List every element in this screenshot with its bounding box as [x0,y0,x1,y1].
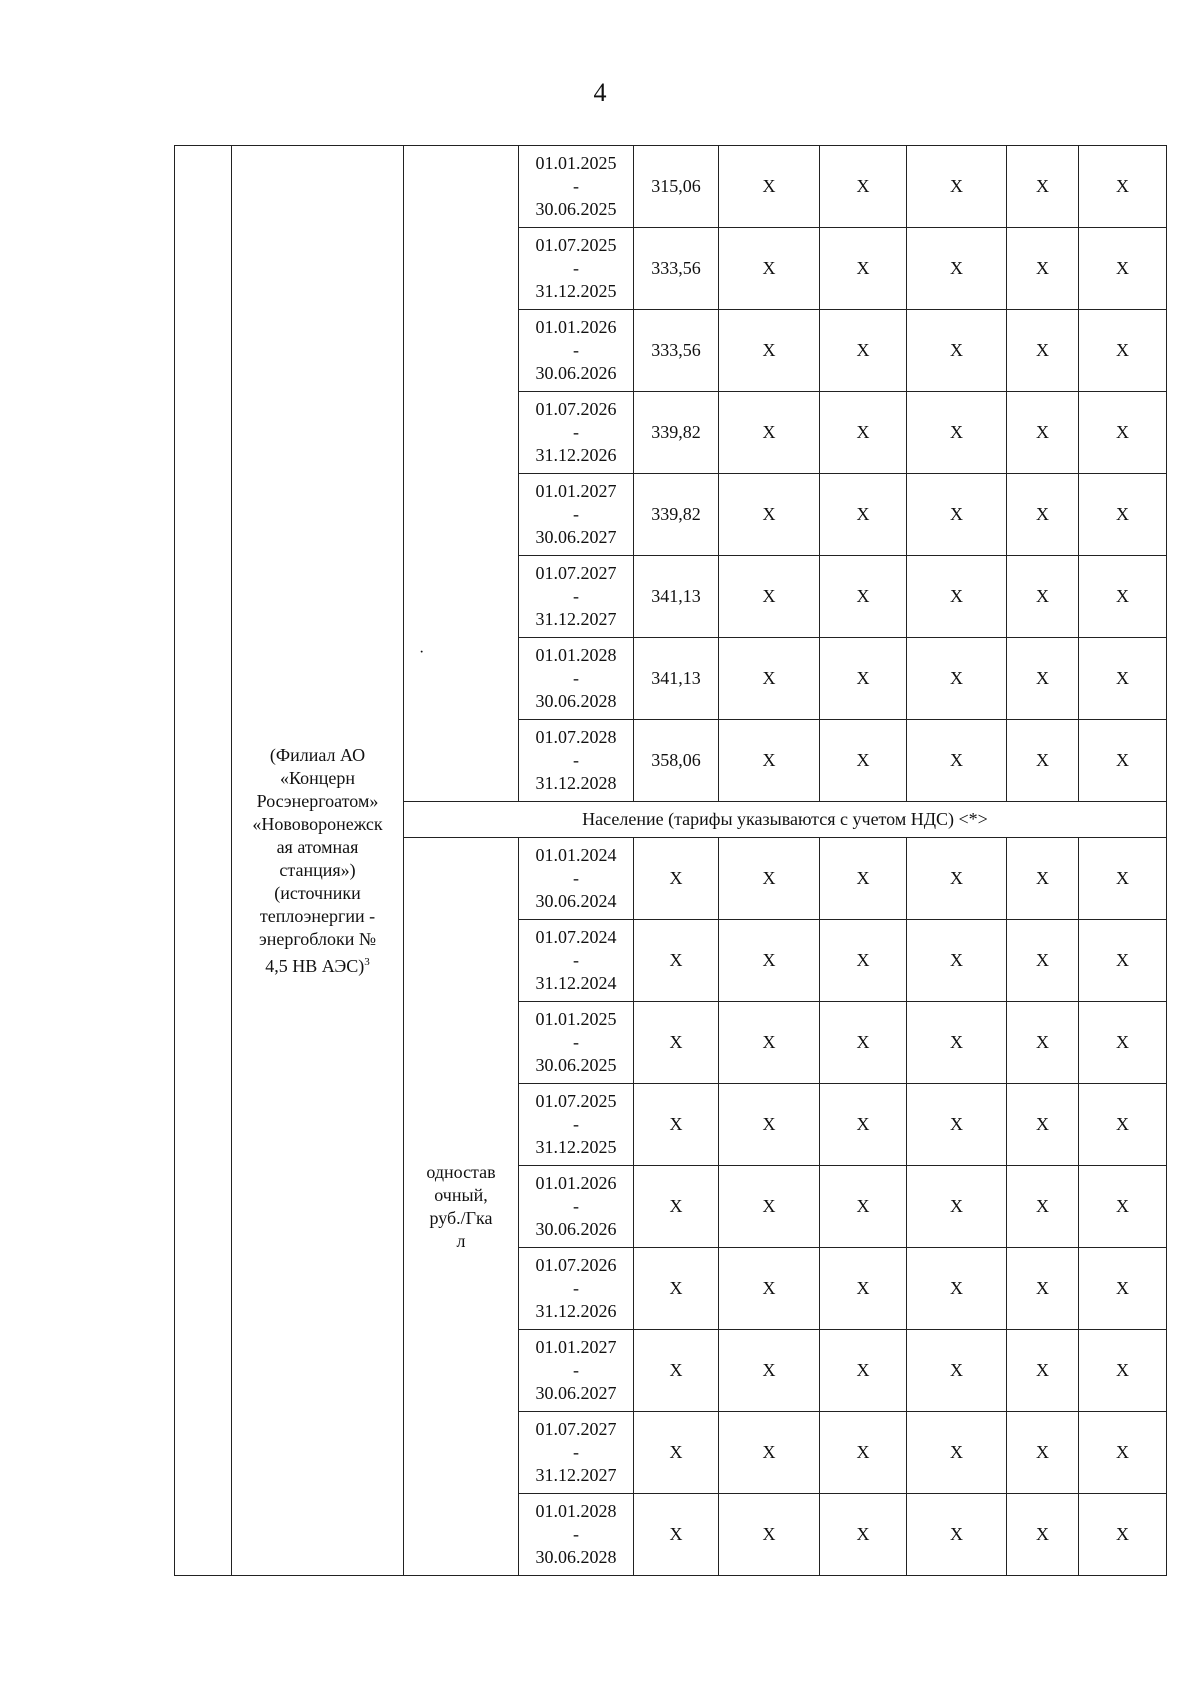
not-applicable-mark: X [634,1248,719,1330]
org-line: теплоэнергии - [259,905,376,926]
not-applicable-mark: X [820,1166,907,1248]
period-to: 31.12.2024 [535,973,617,993]
tariff-value: 339,82 [634,474,719,556]
period-sep: - [573,176,579,196]
period-sep: - [573,668,579,688]
period-to: 30.06.2025 [535,199,617,219]
not-applicable-mark: X [1007,1166,1079,1248]
not-applicable-mark: X [907,146,1007,228]
not-applicable-mark: X [719,310,820,392]
not-applicable-mark: X [634,1494,719,1576]
period-to: 31.12.2026 [535,445,617,465]
period-to: 30.06.2028 [535,691,617,711]
period-from: 01.07.2025 [535,235,617,255]
period-sep: - [573,1442,579,1462]
period-from: 01.07.2025 [535,1091,617,1111]
not-applicable-mark: X [1079,1330,1167,1412]
period-from: 01.01.2027 [535,481,617,501]
period-to: 31.12.2027 [535,609,617,629]
not-applicable-mark: X [820,1494,907,1576]
not-applicable-mark: X [907,1084,1007,1166]
org-line: «Концерн [280,767,355,788]
period-to: 30.06.2026 [535,1219,617,1239]
period-to: 30.06.2026 [535,363,617,383]
not-applicable-mark: X [1007,1002,1079,1084]
period-from: 01.01.2026 [535,1173,617,1193]
period-sep: - [573,504,579,524]
period-sep: - [573,1524,579,1544]
period-to: 31.12.2026 [535,1301,617,1321]
not-applicable-mark: X [907,1494,1007,1576]
not-applicable-mark: X [1079,720,1167,802]
not-applicable-mark: X [1079,920,1167,1002]
not-applicable-mark: X [719,228,820,310]
not-applicable-mark: X [634,1412,719,1494]
tariff-value: 341,13 [634,556,719,638]
footnote-mark: 3 [364,955,370,968]
not-applicable-mark: X [1079,838,1167,920]
tariff-type-line: одностав [426,1161,496,1182]
period-cell [519,310,634,392]
period-from: 01.07.2026 [535,1255,617,1275]
not-applicable-mark: X [820,556,907,638]
not-applicable-mark: X [907,1248,1007,1330]
not-applicable-mark: X [820,920,907,1002]
not-applicable-mark: X [634,1166,719,1248]
period-from: 01.01.2028 [535,645,617,665]
not-applicable-mark: X [820,392,907,474]
not-applicable-mark: X [719,1084,820,1166]
period-cell [519,392,634,474]
period-from: 01.07.2024 [535,927,617,947]
not-applicable-mark: X [1007,920,1079,1002]
not-applicable-mark: X [1007,1248,1079,1330]
not-applicable-mark: X [719,146,820,228]
not-applicable-mark: X [1079,474,1167,556]
not-applicable-mark: X [719,474,820,556]
period-to: 31.12.2025 [535,1137,617,1157]
period-from: 01.01.2026 [535,317,617,337]
tariff-type-cell-upper [404,146,519,802]
not-applicable-mark: X [1007,556,1079,638]
period-from: 01.01.2025 [535,1009,617,1029]
period-sep: - [573,750,579,770]
not-applicable-mark: X [907,228,1007,310]
not-applicable-mark: X [719,838,820,920]
period-sep: - [573,1114,579,1134]
org-line: ая атомная [276,836,359,857]
period-from: 01.07.2026 [535,399,617,419]
not-applicable-mark: X [1007,720,1079,802]
not-applicable-mark: X [719,638,820,720]
tariff-table [174,145,1167,1576]
not-applicable-mark: X [820,310,907,392]
not-applicable-mark: X [907,1002,1007,1084]
period-from: 01.07.2027 [535,563,617,583]
not-applicable-mark: X [1007,638,1079,720]
period-cell [519,838,634,920]
org-line: «Нововоронежск [252,813,383,834]
tariff-value: 358,06 [634,720,719,802]
not-applicable-mark: X [907,310,1007,392]
not-applicable-mark: X [1007,474,1079,556]
not-applicable-mark: X [820,720,907,802]
not-applicable-mark: X [820,1084,907,1166]
period-sep: - [573,258,579,278]
not-applicable-mark: X [1007,1412,1079,1494]
period-cell [519,1166,634,1248]
org-line: Росэнергоатом» [256,790,379,811]
period-sep: - [573,1278,579,1298]
tariff-row [175,146,1167,228]
not-applicable-mark: X [634,838,719,920]
index-cell [175,146,232,1576]
period-cell [519,228,634,310]
not-applicable-mark: X [1079,1002,1167,1084]
not-applicable-mark: X [634,1330,719,1412]
period-from: 01.01.2025 [535,153,617,173]
not-applicable-mark: X [907,1330,1007,1412]
not-applicable-mark: X [634,920,719,1002]
period-sep: - [573,586,579,606]
not-applicable-mark: X [634,1002,719,1084]
not-applicable-mark: X [820,1412,907,1494]
period-sep: - [573,1032,579,1052]
period-from: 01.07.2028 [535,727,617,747]
not-applicable-mark: X [1079,228,1167,310]
not-applicable-mark: X [1007,228,1079,310]
not-applicable-mark: X [907,1412,1007,1494]
period-from: 01.01.2027 [535,1337,617,1357]
org-line: 4,5 НВ АЭС) [265,955,365,976]
period-sep: - [573,340,579,360]
period-from: 01.01.2028 [535,1501,617,1521]
not-applicable-mark: X [907,556,1007,638]
not-applicable-mark: X [907,920,1007,1002]
not-applicable-mark: X [820,228,907,310]
not-applicable-mark: X [1079,1494,1167,1576]
not-applicable-mark: X [719,392,820,474]
not-applicable-mark: X [820,1330,907,1412]
period-to: 30.06.2025 [535,1055,617,1075]
not-applicable-mark: X [1007,392,1079,474]
tariff-type-line: руб./Гка [429,1207,493,1228]
not-applicable-mark: X [719,1494,820,1576]
not-applicable-mark: X [820,638,907,720]
tariff-value: 339,82 [634,392,719,474]
not-applicable-mark: X [719,1330,820,1412]
period-to: 31.12.2025 [535,281,617,301]
page-number: 4 [593,78,607,107]
not-applicable-mark: X [719,720,820,802]
period-cell [519,1084,634,1166]
period-cell [519,1002,634,1084]
period-sep: - [573,1196,579,1216]
stray-mark: · [419,644,425,661]
not-applicable-mark: X [907,838,1007,920]
organization-cell [232,146,404,1576]
not-applicable-mark: X [907,474,1007,556]
not-applicable-mark: X [1079,392,1167,474]
tariff-type-cell [404,838,519,1576]
not-applicable-mark: X [1079,1248,1167,1330]
section-label: Население (тарифы указываются с учетом НДС) <*> [404,802,1167,838]
period-cell [519,556,634,638]
tariff-value: 341,13 [634,638,719,720]
period-to: 31.12.2027 [535,1465,617,1485]
tariff-type-line: л [456,1230,466,1251]
period-sep: - [573,422,579,442]
not-applicable-mark: X [820,1248,907,1330]
not-applicable-mark: X [1007,838,1079,920]
period-sep: - [573,1360,579,1380]
not-applicable-mark: X [719,1248,820,1330]
not-applicable-mark: X [634,1084,719,1166]
not-applicable-mark: X [1079,310,1167,392]
not-applicable-mark: X [1007,310,1079,392]
period-to: 31.12.2028 [535,773,617,793]
period-from: 01.07.2027 [535,1419,617,1439]
tariff-value: 333,56 [634,310,719,392]
period-cell [519,920,634,1002]
not-applicable-mark: X [1007,1494,1079,1576]
not-applicable-mark: X [820,1002,907,1084]
period-to: 30.06.2027 [535,1383,617,1403]
org-line: энергоблоки № [258,928,377,949]
not-applicable-mark: X [820,146,907,228]
period-cell [519,146,634,228]
period-cell [519,1412,634,1494]
period-cell [519,1330,634,1412]
not-applicable-mark: X [1079,556,1167,638]
not-applicable-mark: X [907,638,1007,720]
period-cell [519,1494,634,1576]
not-applicable-mark: X [1007,1330,1079,1412]
not-applicable-mark: X [820,474,907,556]
not-applicable-mark: X [1079,146,1167,228]
not-applicable-mark: X [1007,1084,1079,1166]
org-line: (Филиал АО [269,744,366,765]
period-sep: - [573,868,579,888]
period-to: 30.06.2027 [535,527,617,547]
period-sep: - [573,950,579,970]
not-applicable-mark: X [719,556,820,638]
not-applicable-mark: X [719,1412,820,1494]
tariff-type-line: очный, [434,1184,488,1205]
not-applicable-mark: X [907,392,1007,474]
not-applicable-mark: X [907,1166,1007,1248]
not-applicable-mark: X [719,920,820,1002]
period-cell [519,720,634,802]
not-applicable-mark: X [1079,1084,1167,1166]
period-cell [519,474,634,556]
not-applicable-mark: X [719,1002,820,1084]
period-from: 01.01.2024 [535,845,617,865]
tariff-value: 315,06 [634,146,719,228]
tariff-value: 333,56 [634,228,719,310]
not-applicable-mark: X [1079,638,1167,720]
period-cell [519,1248,634,1330]
not-applicable-mark: X [1079,1412,1167,1494]
not-applicable-mark: X [719,1166,820,1248]
not-applicable-mark: X [820,838,907,920]
not-applicable-mark: X [1007,146,1079,228]
period-to: 30.06.2024 [535,891,617,911]
not-applicable-mark: X [907,720,1007,802]
org-line: (источники [274,882,361,903]
org-line: станция») [279,859,356,880]
not-applicable-mark: X [1079,1166,1167,1248]
period-cell [519,638,634,720]
period-to: 30.06.2028 [535,1547,617,1567]
